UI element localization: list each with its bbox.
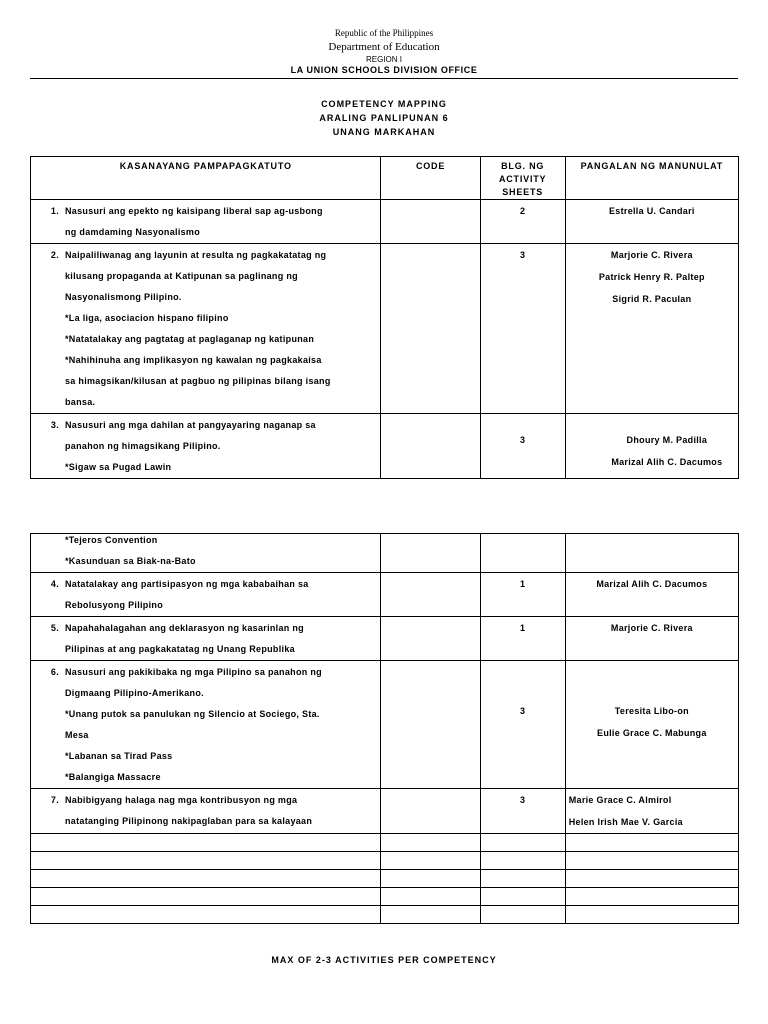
empty-row <box>31 834 739 852</box>
authors-cell: Teresita Libo-on Eulie Grace C. Mabunga <box>565 661 738 789</box>
code-cell <box>381 534 480 573</box>
republic-label: Republic of the Philippines <box>334 28 434 38</box>
table-row <box>31 573 739 617</box>
authors-cell: Estrella U. Candari <box>565 200 738 244</box>
activity-count-cell: 1 <box>480 573 565 617</box>
footer-note: MAX OF 2-3 ACTIVITIES PER COMPETENCY <box>271 955 497 965</box>
table-header-row <box>31 157 739 200</box>
empty-row <box>31 906 739 924</box>
competency-cell: 5. Napahahalagahan ang deklarasyon ng kasarinlan ng Pilipinas at ang pagkakatatag ng Unang Republika <box>31 617 381 661</box>
competency-cell: 4. Natatalakay ang partisipasyon ng mga kababaihan sa Rebolusyong Pilipino <box>31 573 381 617</box>
empty-row <box>31 870 739 888</box>
activity-count-cell: 3 <box>480 244 565 414</box>
title-line-2: ARALING PANLIPUNAN 6 <box>319 113 449 123</box>
activity-count-cell: 3 <box>480 661 565 789</box>
empty-row <box>31 852 739 870</box>
region-label: REGION I <box>365 55 402 64</box>
title-line-1: COMPETENCY MAPPING <box>321 99 447 109</box>
competency-cell: *Tejeros Convention *Kasunduan sa Biak-na-Bato <box>31 534 381 573</box>
competency-table-page-1 <box>30 156 739 479</box>
column-header-activity-sheets: BLG. NG ACTIVITY SHEETS <box>480 157 565 200</box>
competency-table-page-2 <box>30 533 739 924</box>
division-label: LA UNION SCHOOLS DIVISION OFFICE <box>290 65 478 75</box>
column-header-authors: PANGALAN NG MANUNULAT <box>565 157 738 200</box>
activity-count-cell <box>480 534 565 573</box>
authors-cell: Marjorie C. Rivera Patrick Henry R. Paltep Sigrid R. Paculan <box>565 244 738 414</box>
table-row <box>31 414 739 479</box>
department-label: Department of Education <box>328 41 440 53</box>
authors-cell <box>565 534 738 573</box>
competency-cell: 6. Nasusuri ang pakikibaka ng mga Pilipino sa panahon ng Digmaang Pilipino-Amerikano. *Unang putok sa panulukan ng Silencio at Sociego, Sta. Mesa *Labanan sa Tirad Pass *Balangiga Massacre <box>31 661 381 789</box>
column-header-competency: KASANAYANG PAMPAPAGKATUTO <box>31 157 381 200</box>
column-header-code: CODE <box>381 157 480 200</box>
title-line-3: UNANG MARKAHAN <box>332 127 436 137</box>
authors-cell: Marizal Alih C. Dacumos <box>565 573 738 617</box>
authors-cell: Dhoury M. Padilla Marizal Alih C. Dacumos <box>565 414 738 479</box>
competency-cell: 3. Nasusuri ang mga dahilan at pangyayaring naganap sa panahon ng himagsikang Pilipino. *Sigaw sa Pugad Lawin <box>31 414 381 479</box>
table-row <box>31 617 739 661</box>
table-row <box>31 661 739 789</box>
authors-cell: Marie Grace C. Almirol Helen Irish Mae V. Garcia <box>565 789 738 834</box>
code-cell <box>381 414 480 479</box>
code-cell <box>381 244 480 414</box>
activity-count-cell: 1 <box>480 617 565 661</box>
code-cell <box>381 200 480 244</box>
code-cell <box>381 573 480 617</box>
table-row <box>31 534 739 573</box>
table-row <box>31 789 739 834</box>
activity-count-cell: 3 <box>480 789 565 834</box>
empty-row <box>31 888 739 906</box>
authors-cell: Marjorie C. Rivera <box>565 617 738 661</box>
table-row <box>31 244 739 414</box>
competency-cell: 2. Naipaliliwanag ang layunin at resulta ng pagkakatatag ng kilusang propaganda at Katipunan sa paglinang ng Nasyonalismong Pilipino. *La liga, asociacion hispano filipino *Natatalakay ang pagtatag at paglaganap ng katipunan *Nahihinuha ang implikasyon ng kawalan ng pagkakaisa sa himagsikan/kilusan at pagbuo ng pilipinas bilang isang bansa. <box>31 244 381 414</box>
competency-cell: 1. Nasusuri ang epekto ng kaisipang liberal sap ag-usbong ng damdaming Nasyonalismo <box>31 200 381 244</box>
code-cell <box>381 789 480 834</box>
competency-cell: 7. Nabibigyang halaga nag mga kontribusyon ng mga natatanging Pilipinong nakipaglaban para sa kalayaan <box>31 789 381 834</box>
activity-count-cell: 2 <box>480 200 565 244</box>
table-row <box>31 200 739 244</box>
activity-count-cell: 3 <box>480 414 565 479</box>
code-cell <box>381 661 480 789</box>
header-rule <box>30 78 738 79</box>
code-cell <box>381 617 480 661</box>
